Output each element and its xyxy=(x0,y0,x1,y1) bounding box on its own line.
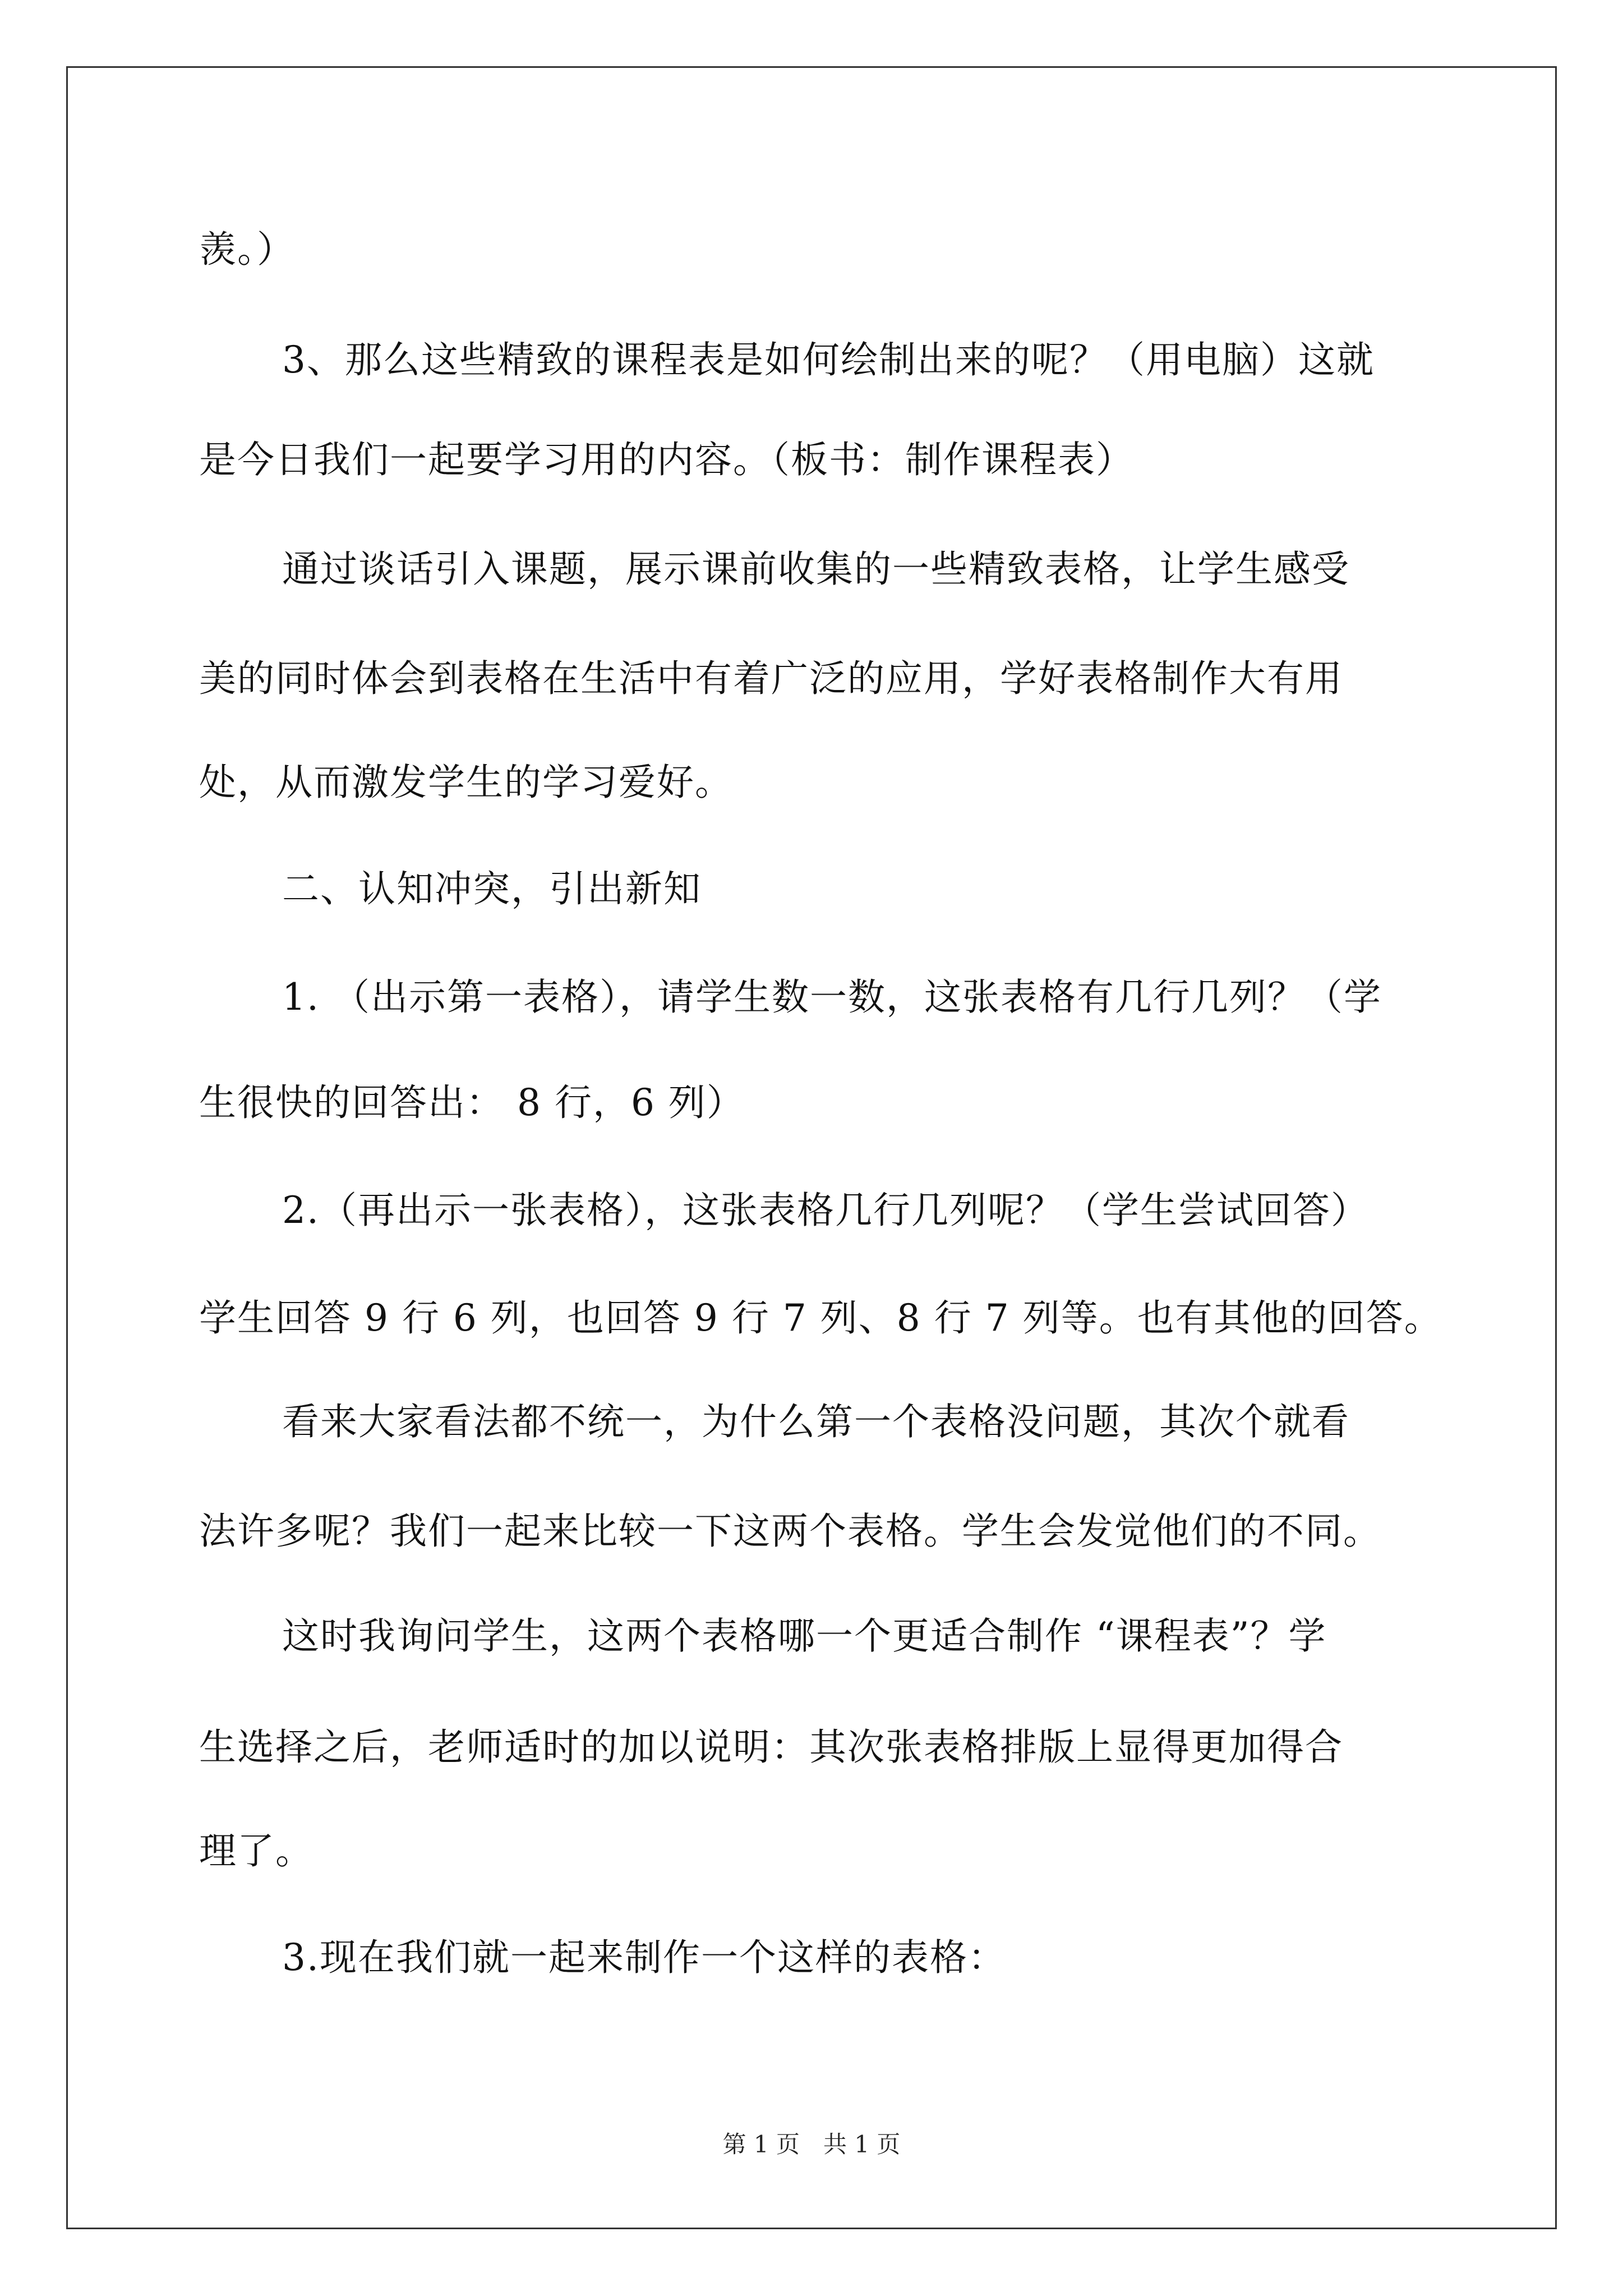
paragraph-line: 处，从而激发学生的学习爱好。 xyxy=(199,761,733,804)
paragraph-line: 生选择之后，老师适时的加以说明：其次张表格排版上显得更加得合 xyxy=(199,1726,1343,1769)
paragraph-line: 2.（再出示一张表格），这张表格几行几列呢？（学生尝试回答） xyxy=(282,1189,1369,1232)
paragraph-line: 1. （出示第一表格），请学生数一数，这张表格有几行几列？（学 xyxy=(282,976,1382,1019)
paragraph-line: 这时我询问学生，这两个表格哪一个更适合制作 “课程表”？学 xyxy=(282,1614,1327,1658)
paragraph-line: 3、那么这些精致的课程表是如何绘制出来的呢？（用电脑）这就 xyxy=(282,338,1375,381)
paragraph-line: 是今日我们一起要学习用的内容。（板书：制作课程表） xyxy=(199,438,1134,481)
paragraph-line: 生很快的回答出： 8 行，6 列） xyxy=(199,1081,745,1124)
paragraph-line: 美的同时体会到表格在生活中有着广泛的应用，学好表格制作大有用 xyxy=(199,657,1343,700)
paragraph-line: 看来大家看法都不统一，为什么第一个表格没问题，其次个就看 xyxy=(282,1400,1350,1443)
section-heading: 二、认知冲突，引出新知 xyxy=(282,867,702,910)
paragraph-line: 羡。） xyxy=(199,228,295,271)
paragraph-line: 通过谈话引入课题，展示课前收集的一些精致表格，让学生感受 xyxy=(282,547,1350,591)
paragraph-line: 学生回答 9 行 6 列，也回答 9 行 7 列、8 行 7 列等。也有其他的回答。 xyxy=(199,1296,1442,1340)
paragraph-line: 理了。 xyxy=(199,1829,313,1872)
paragraph-line: 3.现在我们就一起来制作一个这样的表格： xyxy=(282,1936,1006,1979)
page-number-footer: 第 1 页 共 1 页 xyxy=(722,2131,901,2158)
document-body xyxy=(199,0,1442,2076)
paragraph-line: 法许多呢？我们一起来比较一下这两个表格。学生会发觉他们的不同。 xyxy=(199,1510,1381,1553)
